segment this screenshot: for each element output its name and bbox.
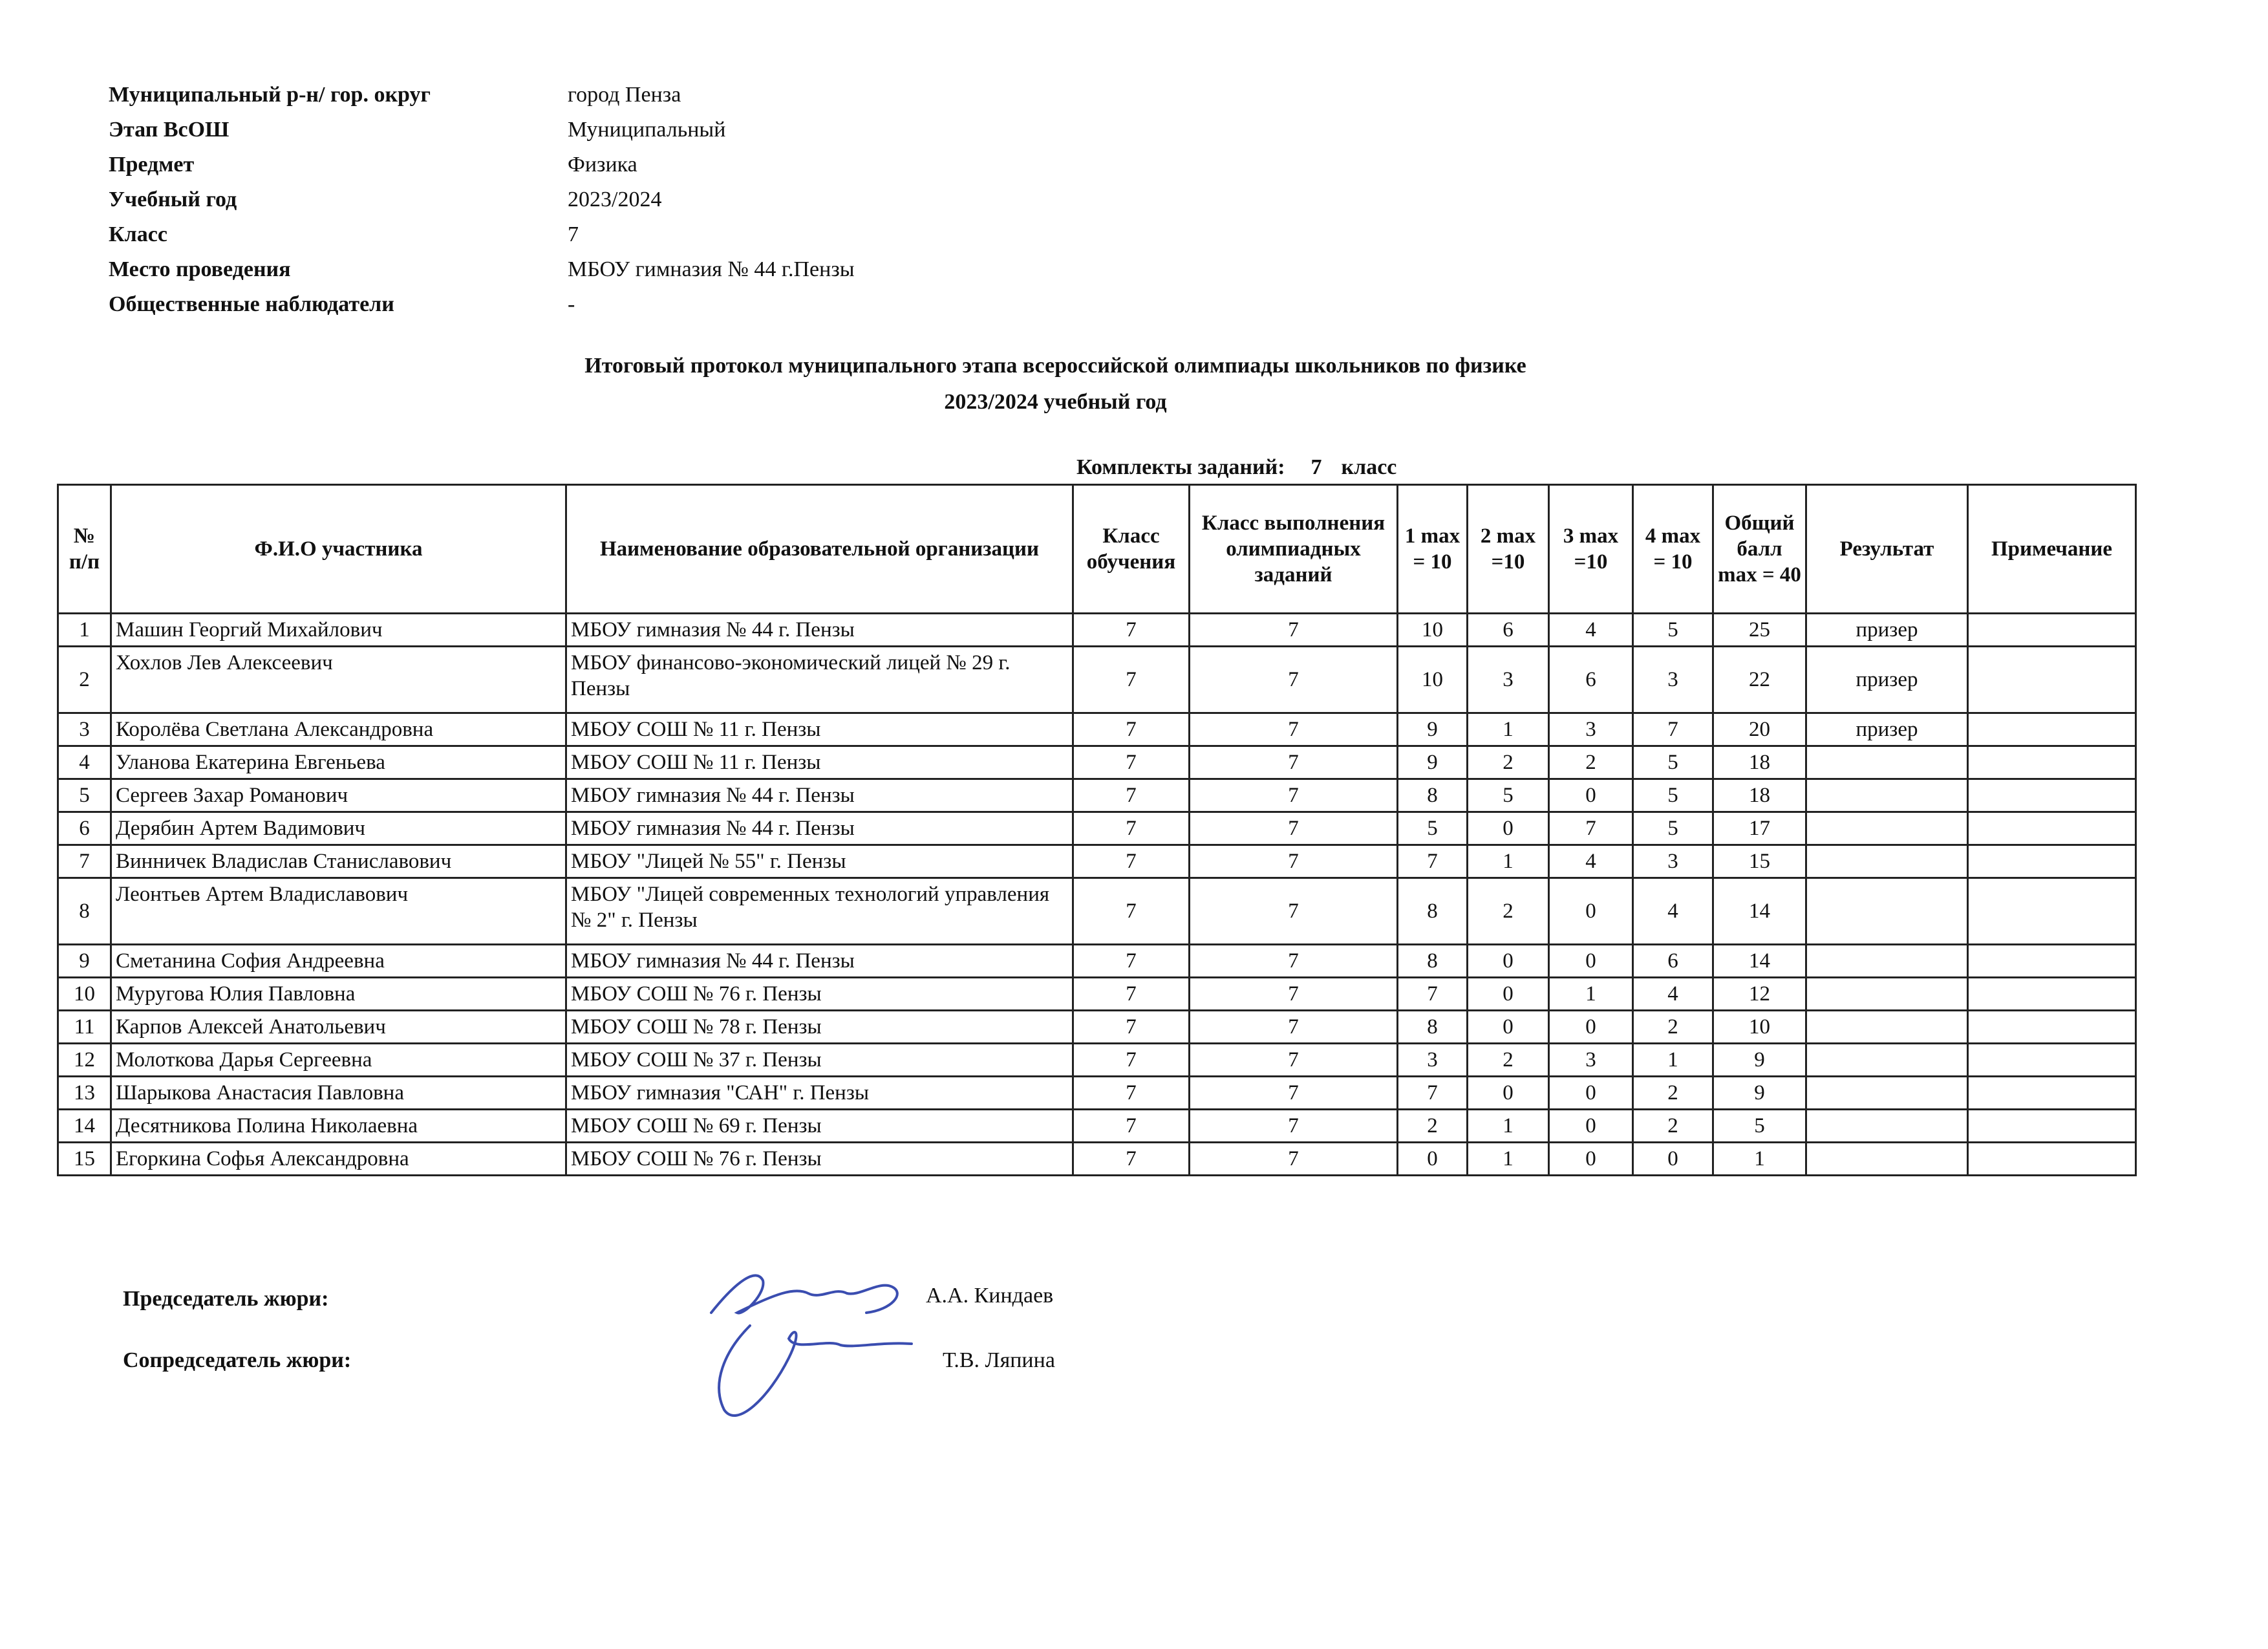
header-task-2: 2 max =10 [1468,485,1549,614]
cell-grade: 7 [1073,878,1190,945]
header-total: Общий балл max = 40 [1713,485,1806,614]
cell-task-3: 0 [1549,1110,1633,1143]
cell-total: 14 [1713,945,1806,978]
cell-grade-perf: 7 [1190,1011,1398,1044]
cell-task-1: 7 [1398,1077,1468,1110]
cell-grade: 7 [1073,978,1190,1011]
cell-task-1: 0 [1398,1143,1468,1176]
cell-note [1968,1011,2136,1044]
cell-name: Карпов Алексей Анатольевич [111,1011,566,1044]
cell-num: 13 [58,1077,111,1110]
header-org: Наименование образовательной организации [566,485,1073,614]
cell-task-4: 6 [1633,945,1713,978]
meta-label: Предмет [109,153,195,177]
cell-result: призер [1806,713,1968,746]
cell-num: 5 [58,779,111,812]
cell-grade: 7 [1073,945,1190,978]
cell-task-4: 7 [1633,713,1713,746]
cell-task-4: 4 [1633,978,1713,1011]
cell-note [1968,647,2136,713]
cell-task-1: 10 [1398,614,1468,647]
meta-value: МБОУ гимназия № 44 г.Пензы [568,257,855,281]
cell-task-4: 5 [1633,746,1713,779]
cell-task-1: 7 [1398,978,1468,1011]
cell-total: 18 [1713,779,1806,812]
kits-suffix: класс [1341,455,1397,479]
cell-task-3: 2 [1549,746,1633,779]
meta-value: Физика [568,153,637,177]
cell-total: 5 [1713,1110,1806,1143]
cell-total: 12 [1713,978,1806,1011]
cell-task-2: 1 [1468,713,1549,746]
cell-task-4: 5 [1633,812,1713,845]
meta-row [109,252,855,287]
cell-org: МБОУ СОШ № 76 г. Пензы [566,978,1073,1011]
cell-note [1968,1077,2136,1110]
cell-note [1968,812,2136,845]
header-note: Примечание [1968,485,2136,614]
cell-result [1806,746,1968,779]
cell-grade-perf: 7 [1190,1110,1398,1143]
meta-label: Место проведения [109,257,291,281]
cell-grade: 7 [1073,845,1190,878]
cell-grade: 7 [1073,614,1190,647]
table-row [58,1110,2136,1143]
cell-note [1968,978,2136,1011]
cell-name: Сергеев Захар Романович [111,779,566,812]
cell-grade-perf: 7 [1190,1044,1398,1077]
cell-result [1806,845,1968,878]
cell-note [1968,1110,2136,1143]
cell-name: Уланова Екатерина Евгеньева [111,746,566,779]
cell-task-4: 2 [1633,1110,1713,1143]
cell-task-4: 2 [1633,1077,1713,1110]
cell-grade-perf: 7 [1190,614,1398,647]
title-line-2: 2023/2024 учебный год [944,390,1167,414]
header-grade-perf: Класс выполнения олимпиадных заданий [1190,485,1398,614]
cell-org: МБОУ гимназия № 44 г. Пензы [566,945,1073,978]
cell-total: 9 [1713,1077,1806,1110]
cell-task-2: 0 [1468,1011,1549,1044]
cell-org: МБОУ СОШ № 69 г. Пензы [566,1110,1073,1143]
cell-grade-perf: 7 [1190,878,1398,945]
cell-name: Муругова Юлия Павловна [111,978,566,1011]
cell-num: 8 [58,878,111,945]
cell-org: МБОУ СОШ № 78 г. Пензы [566,1011,1073,1044]
cell-task-1: 10 [1398,647,1468,713]
cell-result [1806,878,1968,945]
table-row [58,845,2136,878]
cell-name: Дерябин Артем Вадимович [111,812,566,845]
cell-name: Молоткова Дарья Сергеевна [111,1044,566,1077]
cell-total: 25 [1713,614,1806,647]
cell-task-2: 1 [1468,1110,1549,1143]
chair-name: А.А. Киндаев [926,1284,1054,1308]
cell-note [1968,713,2136,746]
kits-label: Комплекты заданий: [1076,455,1285,479]
cell-task-1: 7 [1398,845,1468,878]
meta-value: 2023/2024 [568,188,662,211]
cell-org: МБОУ СОШ № 76 г. Пензы [566,1143,1073,1176]
cell-task-1: 2 [1398,1110,1468,1143]
cell-grade: 7 [1073,1110,1190,1143]
cell-grade-perf: 7 [1190,1143,1398,1176]
meta-row [109,182,855,217]
cell-note [1968,614,2136,647]
cell-num: 1 [58,614,111,647]
cell-name: Хохлов Лев Алексеевич [111,647,566,713]
cell-org: МБОУ "Лицей современных технологий управления № 2" г. Пензы [566,878,1073,945]
cell-task-2: 0 [1468,945,1549,978]
cell-name: Машин Георгий Михайлович [111,614,566,647]
signature-stroke-1 [711,1275,897,1313]
cell-total: 17 [1713,812,1806,845]
meta-label: Учебный год [109,188,237,211]
cell-result [1806,1077,1968,1110]
cell-org: МБОУ гимназия № 44 г. Пензы [566,779,1073,812]
table-row [58,1011,2136,1044]
cell-result [1806,812,1968,845]
table-row [58,779,2136,812]
cell-org: МБОУ гимназия № 44 г. Пензы [566,614,1073,647]
cell-num: 6 [58,812,111,845]
cell-grade-perf: 7 [1190,1077,1398,1110]
table-row [58,878,2136,945]
cell-note [1968,1044,2136,1077]
table-row [58,978,2136,1011]
cell-total: 20 [1713,713,1806,746]
table-row [58,945,2136,978]
results-table [57,484,2137,1176]
document-title [0,348,2111,420]
table-row [58,1077,2136,1110]
cell-task-3: 6 [1549,647,1633,713]
cell-grade: 7 [1073,713,1190,746]
cell-total: 10 [1713,1011,1806,1044]
cell-task-2: 0 [1468,978,1549,1011]
cell-result: призер [1806,614,1968,647]
cell-org: МБОУ СОШ № 37 г. Пензы [566,1044,1073,1077]
cell-grade-perf: 7 [1190,713,1398,746]
cell-task-2: 0 [1468,812,1549,845]
cell-task-3: 0 [1549,1077,1633,1110]
cell-name: Шарыкова Анастасия Павловна [111,1077,566,1110]
table-row [58,746,2136,779]
title-line-1: Итоговый протокол муниципального этапа всероссийской олимпиады школьников по физике [584,354,1526,378]
cell-task-1: 9 [1398,746,1468,779]
cell-result [1806,1143,1968,1176]
meta-row [109,287,855,322]
meta-label: Класс [109,222,167,246]
cell-num: 7 [58,845,111,878]
cell-grade-perf: 7 [1190,845,1398,878]
cell-note [1968,746,2136,779]
cell-num: 3 [58,713,111,746]
header-task-1: 1 max = 10 [1398,485,1468,614]
cell-name: Егоркина Софья Александровна [111,1143,566,1176]
cell-num: 12 [58,1044,111,1077]
results-body [58,614,2136,1176]
meta-label: Этап ВсОШ [109,118,230,142]
cell-task-4: 0 [1633,1143,1713,1176]
cell-total: 14 [1713,878,1806,945]
header-name: Ф.И.О участника [111,485,566,614]
cell-total: 1 [1713,1143,1806,1176]
cell-name: Винничек Владислав Станиславович [111,845,566,878]
cell-grade: 7 [1073,1044,1190,1077]
cell-note [1968,1143,2136,1176]
cell-grade-perf: 7 [1190,812,1398,845]
cell-total: 15 [1713,845,1806,878]
cell-task-4: 5 [1633,614,1713,647]
cell-task-2: 2 [1468,746,1549,779]
cell-task-4: 4 [1633,878,1713,945]
meta-row [109,78,855,113]
cell-task-2: 1 [1468,1143,1549,1176]
table-row [58,647,2136,713]
cell-num: 15 [58,1143,111,1176]
cell-task-2: 0 [1468,1077,1549,1110]
cell-grade: 7 [1073,1077,1190,1110]
cell-total: 9 [1713,1044,1806,1077]
table-row [58,713,2136,746]
cell-result: призер [1806,647,1968,713]
cell-grade: 7 [1073,746,1190,779]
cell-task-1: 8 [1398,878,1468,945]
cell-num: 2 [58,647,111,713]
cell-task-2: 1 [1468,845,1549,878]
signature-image [698,1255,918,1436]
cell-org: МБОУ "Лицей № 55" г. Пензы [566,845,1073,878]
cell-org: МБОУ СОШ № 11 г. Пензы [566,713,1073,746]
kits-line [1076,455,1396,480]
meta-label: Муниципальный р-н/ гор. округ [109,83,431,107]
cell-total: 18 [1713,746,1806,779]
cell-result [1806,779,1968,812]
meta-value: Муниципальный [568,118,726,142]
cell-grade-perf: 7 [1190,746,1398,779]
cell-task-3: 7 [1549,812,1633,845]
cell-task-3: 0 [1549,1143,1633,1176]
meta-value: город Пенза [568,83,681,107]
cell-num: 10 [58,978,111,1011]
cell-result [1806,1110,1968,1143]
chair-label: Председатель жюри: [123,1287,329,1311]
cell-note [1968,845,2136,878]
cell-task-1: 8 [1398,1011,1468,1044]
meta-label: Общественные наблюдатели [109,292,394,316]
cell-task-1: 9 [1398,713,1468,746]
cell-task-1: 8 [1398,779,1468,812]
cell-task-1: 3 [1398,1044,1468,1077]
cell-task-2: 2 [1468,1044,1549,1077]
cell-task-4: 3 [1633,845,1713,878]
cell-num: 11 [58,1011,111,1044]
header-result: Результат [1806,485,1968,614]
cell-note [1968,779,2136,812]
table-row [58,1143,2136,1176]
cell-task-3: 0 [1549,1011,1633,1044]
cell-org: МБОУ гимназия "САН" г. Пензы [566,1077,1073,1110]
signature-stroke-2 [719,1326,912,1416]
cell-result [1806,1011,1968,1044]
cochair-label: Сопредседатель жюри: [123,1348,352,1372]
cochair-name: Т.В. Ляпина [943,1348,1055,1372]
cell-grade: 7 [1073,647,1190,713]
cell-task-3: 4 [1549,845,1633,878]
cell-task-3: 3 [1549,1044,1633,1077]
cell-num: 14 [58,1110,111,1143]
header-row [58,485,2136,614]
header-task-3: 3 max =10 [1549,485,1633,614]
cell-name: Сметанина София Андреевна [111,945,566,978]
cell-note [1968,878,2136,945]
table-row [58,1044,2136,1077]
header-grade: Класс обучения [1073,485,1190,614]
cell-grade-perf: 7 [1190,779,1398,812]
cell-task-4: 5 [1633,779,1713,812]
cell-name: Десятникова Полина Николаевна [111,1110,566,1143]
cell-name: Леонтьев Артем Владиславович [111,878,566,945]
cell-note [1968,945,2136,978]
cell-result [1806,945,1968,978]
cell-task-3: 4 [1549,614,1633,647]
cell-org: МБОУ СОШ № 11 г. Пензы [566,746,1073,779]
meta-row [109,217,855,252]
meta-row [109,113,855,147]
cell-task-3: 3 [1549,713,1633,746]
cell-task-2: 6 [1468,614,1549,647]
meta-row [109,147,855,182]
table-row [58,812,2136,845]
cell-name: Королёва Светлана Александровна [111,713,566,746]
cell-task-3: 0 [1549,779,1633,812]
header-num: № п/п [58,485,111,614]
header-task-4: 4 max = 10 [1633,485,1713,614]
cell-num: 4 [58,746,111,779]
meta-value: 7 [568,222,579,246]
cell-task-4: 2 [1633,1011,1713,1044]
cell-task-3: 1 [1549,978,1633,1011]
cell-task-2: 3 [1468,647,1549,713]
cell-task-4: 1 [1633,1044,1713,1077]
cell-task-2: 2 [1468,878,1549,945]
cell-org: МБОУ гимназия № 44 г. Пензы [566,812,1073,845]
meta-value: - [568,292,575,316]
table-row [58,614,2136,647]
cell-total: 22 [1713,647,1806,713]
cell-result [1806,1044,1968,1077]
cell-org: МБОУ финансово-экономический лицей № 29 г. Пензы [566,647,1073,713]
cell-task-2: 5 [1468,779,1549,812]
cell-grade: 7 [1073,1143,1190,1176]
cell-grade: 7 [1073,1011,1190,1044]
cell-task-3: 0 [1549,878,1633,945]
meta-block [109,78,855,322]
cell-grade-perf: 7 [1190,945,1398,978]
cell-result [1806,978,1968,1011]
cell-grade-perf: 7 [1190,978,1398,1011]
kits-value: 7 [1311,455,1322,479]
cell-task-1: 8 [1398,945,1468,978]
cell-grade: 7 [1073,779,1190,812]
cell-task-1: 5 [1398,812,1468,845]
cell-grade-perf: 7 [1190,647,1398,713]
cell-grade: 7 [1073,812,1190,845]
cell-task-3: 0 [1549,945,1633,978]
cell-task-4: 3 [1633,647,1713,713]
cell-num: 9 [58,945,111,978]
